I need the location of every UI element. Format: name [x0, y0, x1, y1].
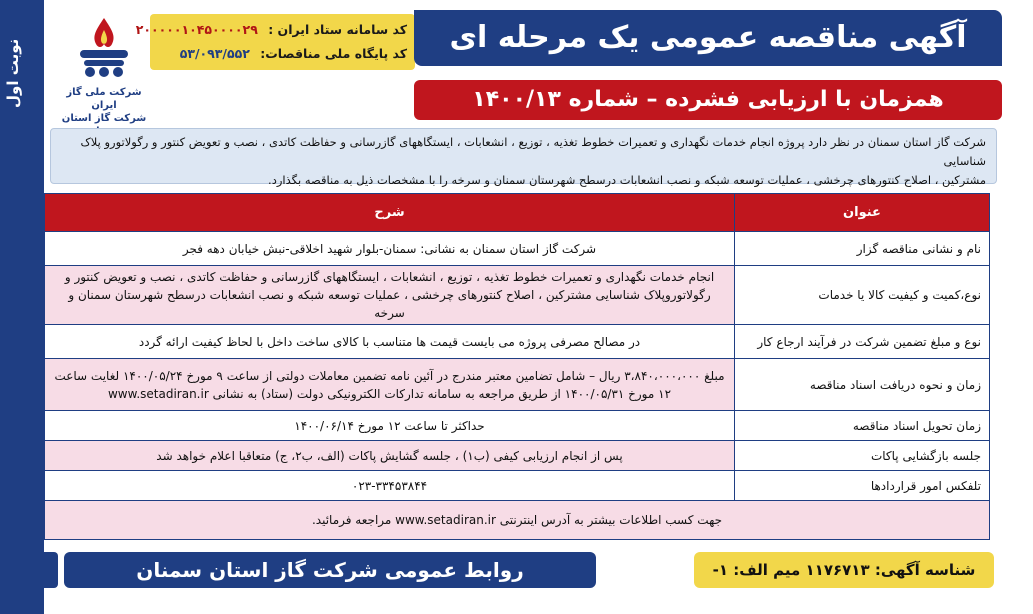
- national-code-value: ۵۳/۰۹۳/۵۵۲: [179, 46, 250, 61]
- row-desc: شرکت گاز استان سمنان به نشانی: سمنان-بلوار شهید اخلاقی-نبش خیابان دهه فجر: [45, 232, 735, 266]
- row-desc: حداکثر تا ساعت ۱۲ مورخ ۱۴۰۰/۰۶/۱۴: [45, 411, 735, 441]
- setad-code-value: ۲۰۰۰۰۰۱۰۴۵۰۰۰۰۲۹: [135, 22, 258, 37]
- page-title: آگهی مناقصه عمومی یک مرحله ای: [414, 10, 1002, 66]
- logo-text-line1: شرکت ملی گاز ایران: [66, 87, 142, 111]
- intro-line1: شرکت گاز استان سمنان در نظر دارد پروژه انجام خدمات نگهداری و تعمیرات خطوط تغذیه ، توزیع ، انشعابات ، ایستگاههای گازرسانی و حفاظت کاتدی ، نصب و تعویض کنتور و رگولاتورو پلاک شناسایی: [80, 135, 986, 168]
- intro-paragraph: [50, 128, 997, 187]
- side-strip: [0, 0, 44, 614]
- tender-table: [44, 193, 990, 540]
- page-subtitle: همزمان با ارزیابی فشرده – شماره ۱۴۰۰/۱۳: [414, 80, 1002, 120]
- side-label: نوبت اول: [4, 38, 22, 108]
- row-desc: پس از انجام ارزیابی کیفی (ب۱) ، جلسه گشایش پاکات (الف، ب۲، ج) متعاقبا اعلام خواهد شد: [45, 441, 735, 471]
- header-desc: شرح: [45, 194, 735, 232]
- logo-text-line2: شرکت گاز استان: [61, 113, 147, 124]
- row-label: نام و نشانی مناقصه گزار: [735, 232, 990, 266]
- row-label: زمان تحویل اسناد مناقصه: [735, 411, 990, 441]
- public-relations-banner: روابط عمومی شرکت گاز استان سمنان: [64, 552, 596, 588]
- header-title: عنوان: [735, 194, 990, 232]
- national-code-label: کد پایگاه ملی مناقصات:: [260, 46, 407, 61]
- row-desc: انجام خدمات نگهداری و تعمیرات خطوط تغذیه ، توزیع ، انشعابات ، ایستگاههای گازرسانی و حفاظت کاتدی ، نصب و تعویض کنتور و رگولاتوروپلاک شناسایی مشترکین ، اصلاح کنتورهای چرخشی ، عملیات توسعه شبکه و نصب انشعابات درسطح شهرستان سمنان و سرخه: [45, 266, 735, 325]
- row-desc: مبلغ ۳،۸۴۰،۰۰۰،۰۰۰ ریال – شامل تضامین معتبر مندرج در آئین نامه تضمین معاملات دولتی از ساعت ۹ مورخ ۱۴۰۰/۰۵/۲۴ لغایت ساعت ۱۲ مورخ ۱۴۰۰/۰۵/۳۱ از طریق مراجعه به سامانه تدارکات الکترونیکی دولت (ستاد) به نشانی www.setadiran.ir: [45, 359, 735, 411]
- row-label: نوع و مبلغ تضمین شرکت در فرآیند ارجاع کار: [735, 325, 990, 359]
- intro-line2: مشترکین ، اصلاح کنتورهای چرخشی ، عملیات توسعه شبکه و نصب انشعابات درسطح شهرستان سمنان و سرخه را با مشخصات ذیل به مناقصه بگذارد.: [268, 173, 986, 187]
- row-label: زمان و نحوه دریافت اسناد مناقصه: [735, 359, 990, 411]
- row-label: تلفکس امور قراردادها: [735, 471, 990, 501]
- codes-box: [135, 14, 415, 70]
- ad-id-badge: شناسه آگهی: ۱۱۷۶۷۱۳ میم الف: ۱-: [694, 552, 994, 588]
- table-footer: جهت کسب اطلاعات بیشتر به آدرس اینترنتی www.setadiran.ir مراجعه فرمائید.: [45, 501, 990, 540]
- row-desc: ۰۲۳-۳۳۴۵۳۸۴۴: [45, 471, 735, 501]
- row-label: جلسه بازگشایی پاکات: [735, 441, 990, 471]
- row-label: نوع،کمیت و کیفیت کالا یا خدمات: [735, 266, 990, 325]
- banner-decoration: [40, 552, 58, 588]
- flame-logo-icon: [74, 14, 134, 84]
- row-desc: در مصالح مصرفی پروژه می بایست قیمت ها متناسب با کالای ساخت داخل با لحاظ کیفیت ارائه گردد: [45, 325, 735, 359]
- setad-code-label: کد سامانه ستاد ایران :: [268, 22, 407, 37]
